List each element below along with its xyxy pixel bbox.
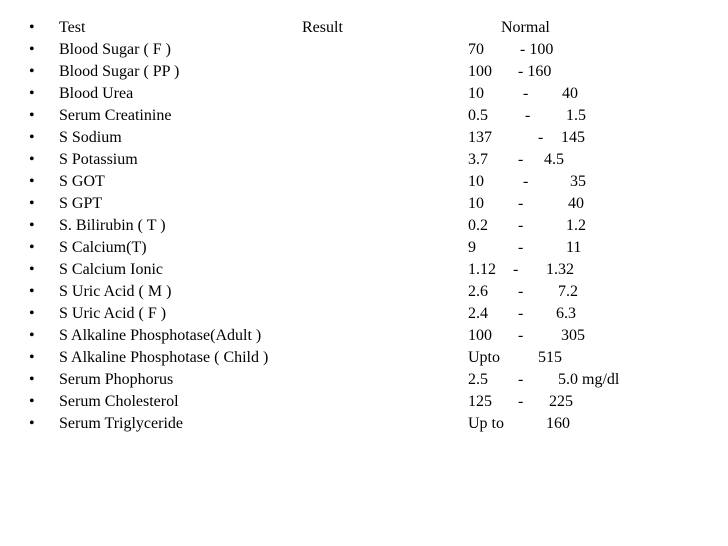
bullet-icon: • [29, 371, 35, 388]
list-item [0, 61, 728, 83]
normal-range-high: 4.5 [544, 151, 564, 168]
normal-range-low: 2.4 [468, 305, 488, 322]
normal-range-separator: - [525, 107, 531, 124]
list-item [0, 127, 728, 149]
bullet-icon: • [29, 173, 35, 190]
normal-range-separator: - [518, 217, 524, 234]
normal-range-separator: - [518, 371, 524, 388]
normal-range-high: 35 [570, 173, 586, 190]
normal-range-low: 2.6 [468, 283, 488, 300]
normal-range-separator: - [518, 151, 524, 168]
normal-range-low: 125 [468, 393, 492, 410]
test-name: S Calcium Ionic [59, 261, 163, 278]
test-name: S GPT [59, 195, 103, 212]
normal-range-high: 40 [562, 85, 578, 102]
bullet-icon: • [29, 393, 35, 410]
normal-range-low: Up to [468, 415, 504, 432]
test-name: Serum Cholesterol [59, 393, 179, 410]
normal-range-high: 1.32 [546, 261, 574, 278]
normal-range-low: 100 [468, 327, 492, 344]
normal-range-low: 3.7 [468, 151, 488, 168]
normal-range-separator: - [523, 85, 529, 102]
list-item [0, 215, 728, 237]
bullet-icon: • [29, 283, 35, 300]
normal-range-high: 515 [538, 349, 562, 366]
normal-range-high: 40 [568, 195, 584, 212]
bullet-icon: • [29, 151, 35, 168]
list-item [0, 347, 728, 369]
test-name: S Alkaline Phosphotase ( Child ) [59, 349, 269, 366]
normal-range-separator: - [518, 327, 524, 344]
list-item [0, 303, 728, 325]
test-name: S Potassium [59, 151, 138, 168]
bullet-icon: • [29, 41, 35, 58]
normal-range-separator: - 100 [520, 41, 554, 58]
bullet-icon: • [29, 327, 35, 344]
lab-normal-values-list [0, 17, 728, 435]
list-item [0, 259, 728, 281]
normal-range-high: 11 [566, 239, 582, 256]
normal-range-low: 0.5 [468, 107, 488, 124]
normal-range-high: 225 [549, 393, 573, 410]
list-item [0, 149, 728, 171]
test-name: Serum Triglyceride [59, 415, 183, 432]
normal-range-low: 1.12 [468, 261, 496, 278]
normal-range-low: 10 [468, 85, 484, 102]
normal-range-low: 0.2 [468, 217, 488, 234]
bullet-icon: • [29, 129, 35, 146]
test-name: Blood Urea [59, 85, 134, 102]
normal-range-low: Upto [468, 349, 500, 366]
normal-range-high: 7.2 [558, 283, 578, 300]
bullet-icon: • [29, 217, 35, 234]
list-item [0, 105, 728, 127]
list-item [0, 171, 728, 193]
list-item [0, 413, 728, 435]
normal-range-low: 2.5 [468, 371, 488, 388]
normal-range-separator: - [518, 305, 524, 322]
bullet-icon: • [29, 107, 35, 124]
test-name: S Uric Acid ( M ) [59, 283, 172, 300]
normal-range-separator: - [518, 283, 524, 300]
normal-range-low: 100 [468, 63, 492, 80]
normal-range-separator: - 160 [518, 63, 552, 80]
normal-range-high: 1.5 [566, 107, 586, 124]
normal-range-high: 6.3 [556, 305, 576, 322]
normal-range-low: 9 [468, 239, 476, 256]
normal-range-low: 137 [468, 129, 492, 146]
normal-range-high: 160 [546, 415, 570, 432]
test-name: Blood Sugar ( F ) [59, 41, 171, 58]
bullet-icon: • [29, 239, 35, 256]
list-item [0, 281, 728, 303]
test-name: S GOT [59, 173, 105, 190]
list-item [0, 83, 728, 105]
header-row [0, 17, 728, 39]
normal-range-high: 305 [561, 327, 585, 344]
list-item [0, 325, 728, 347]
test-name: S Uric Acid ( F ) [59, 305, 167, 322]
bullet-icon: • [29, 349, 35, 366]
list-item [0, 237, 728, 259]
bullet-icon: • [29, 85, 35, 102]
test-name: S Sodium [59, 129, 122, 146]
list-item [0, 39, 728, 61]
normal-range-separator: - [518, 239, 524, 256]
bullet-icon: • [29, 19, 35, 36]
test-name: S Alkaline Phosphotase(Adult ) [59, 327, 262, 344]
bullet-icon: • [29, 415, 35, 432]
test-name: S Calcium(T) [59, 239, 147, 256]
normal-range-high: 145 [561, 129, 585, 146]
test-column-header: Test [59, 19, 86, 36]
normal-range-separator: - [518, 393, 524, 410]
result-column-header: Result [302, 19, 343, 36]
bullet-icon: • [29, 305, 35, 322]
test-name: Serum Phophorus [59, 371, 174, 388]
bullet-icon: • [29, 63, 35, 80]
test-name: S. Bilirubin ( T ) [59, 217, 166, 234]
normal-range-high: 5.0 mg/dl [558, 371, 620, 388]
normal-range-separator: - [538, 129, 544, 146]
normal-range-low: 10 [468, 173, 484, 190]
normal-range-separator: - [513, 261, 519, 278]
normal-column-header: Normal [501, 19, 550, 36]
bullet-icon: • [29, 195, 35, 212]
normal-range-high: 1.2 [566, 217, 586, 234]
normal-range-low: 10 [468, 195, 484, 212]
normal-range-separator: - [523, 173, 529, 190]
list-item [0, 369, 728, 391]
normal-range-separator: - [518, 195, 524, 212]
test-name: Serum Creatinine [59, 107, 172, 124]
list-item [0, 391, 728, 413]
list-item [0, 193, 728, 215]
normal-range-low: 70 [468, 41, 484, 58]
test-name: Blood Sugar ( PP ) [59, 63, 180, 80]
bullet-icon: • [29, 261, 35, 278]
